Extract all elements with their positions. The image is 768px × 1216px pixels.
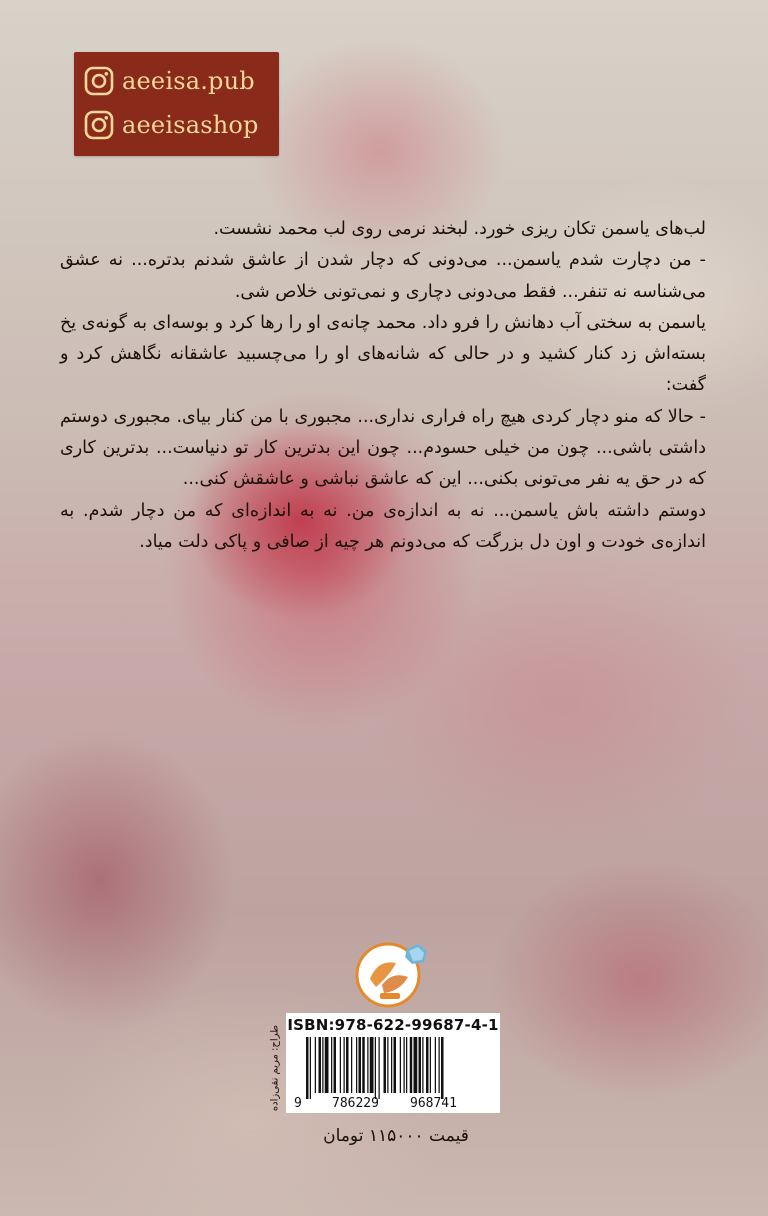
excerpt-paragraph: یاسمن به سختی آب دهانش را فرو داد. محمد چانه‌ی او را رها کرد و بوسه‌ای به گونه‌ی یخ بسته‌اش زد کنار کشید و در حالی که شانه‌های او را می‌چسبید عاشقانه نگاهش کرد و گفت: [60,312,706,396]
barcode-digits-right: 968741 [410,1096,457,1109]
barcode-digit-first: 9 [294,1096,302,1109]
publisher-logo-icon [352,935,432,1013]
instagram-icon [84,110,114,140]
instagram-handle-pub: aeeisa.pub [122,67,255,95]
designer-credit: طراح: مریم نقی‌زاده [269,1024,281,1112]
excerpt-paragraph: لب‌های یاسمن تکان ریزی خورد. لبخند نرمی روی لب محمد نشست. [213,219,706,239]
social-media-box [74,52,279,156]
isbn-number: ISBN:978-622-99687-4-1 [287,1016,499,1034]
excerpt-paragraph: - من دچارت شدم یاسمن... می‌دونی که دچار شدن از عاشق شدنم بدتره... نه عشق می‌شناسه نه تنفر... فقط می‌دونی دچاری و نمی‌تونی خلاص شی. [60,250,706,302]
price-label: قیمت ۱۱۵۰۰۰ تومان [323,1126,469,1146]
instagram-handle-shop: aeeisashop [122,111,259,139]
excerpt-paragraph: - حالا که منو دچار کردی هیچ راه فراری نداری... مجبوری با من کنار بیای. مجبوری دوستم داشتی باشی... چون من خیلی حسودم... چون این بدترین کار تو دنیاست... بدترین کاری که در حق یه نفر می‌تونی بکنی... این که عاشق نباشی و عاشقش کنی... [60,406,706,490]
excerpt-text [60,214,706,558]
instagram-row-shop[interactable] [84,106,259,144]
barcode-icon [292,1037,494,1109]
instagram-icon [84,66,114,96]
excerpt-paragraph: دوستم داشته باش یاسمن... نه به اندازه‌ی من. نه به اندازه‌ای که من دچار شدم. به اندازه‌ی خودت و اون دل بزرگت که می‌دونم هر چیه از صافی و پاکی دلت میاد. [60,500,706,552]
isbn-barcode-box [286,1013,500,1113]
instagram-row-pub[interactable] [84,62,255,100]
barcode-digits-left: 786229 [332,1096,379,1109]
